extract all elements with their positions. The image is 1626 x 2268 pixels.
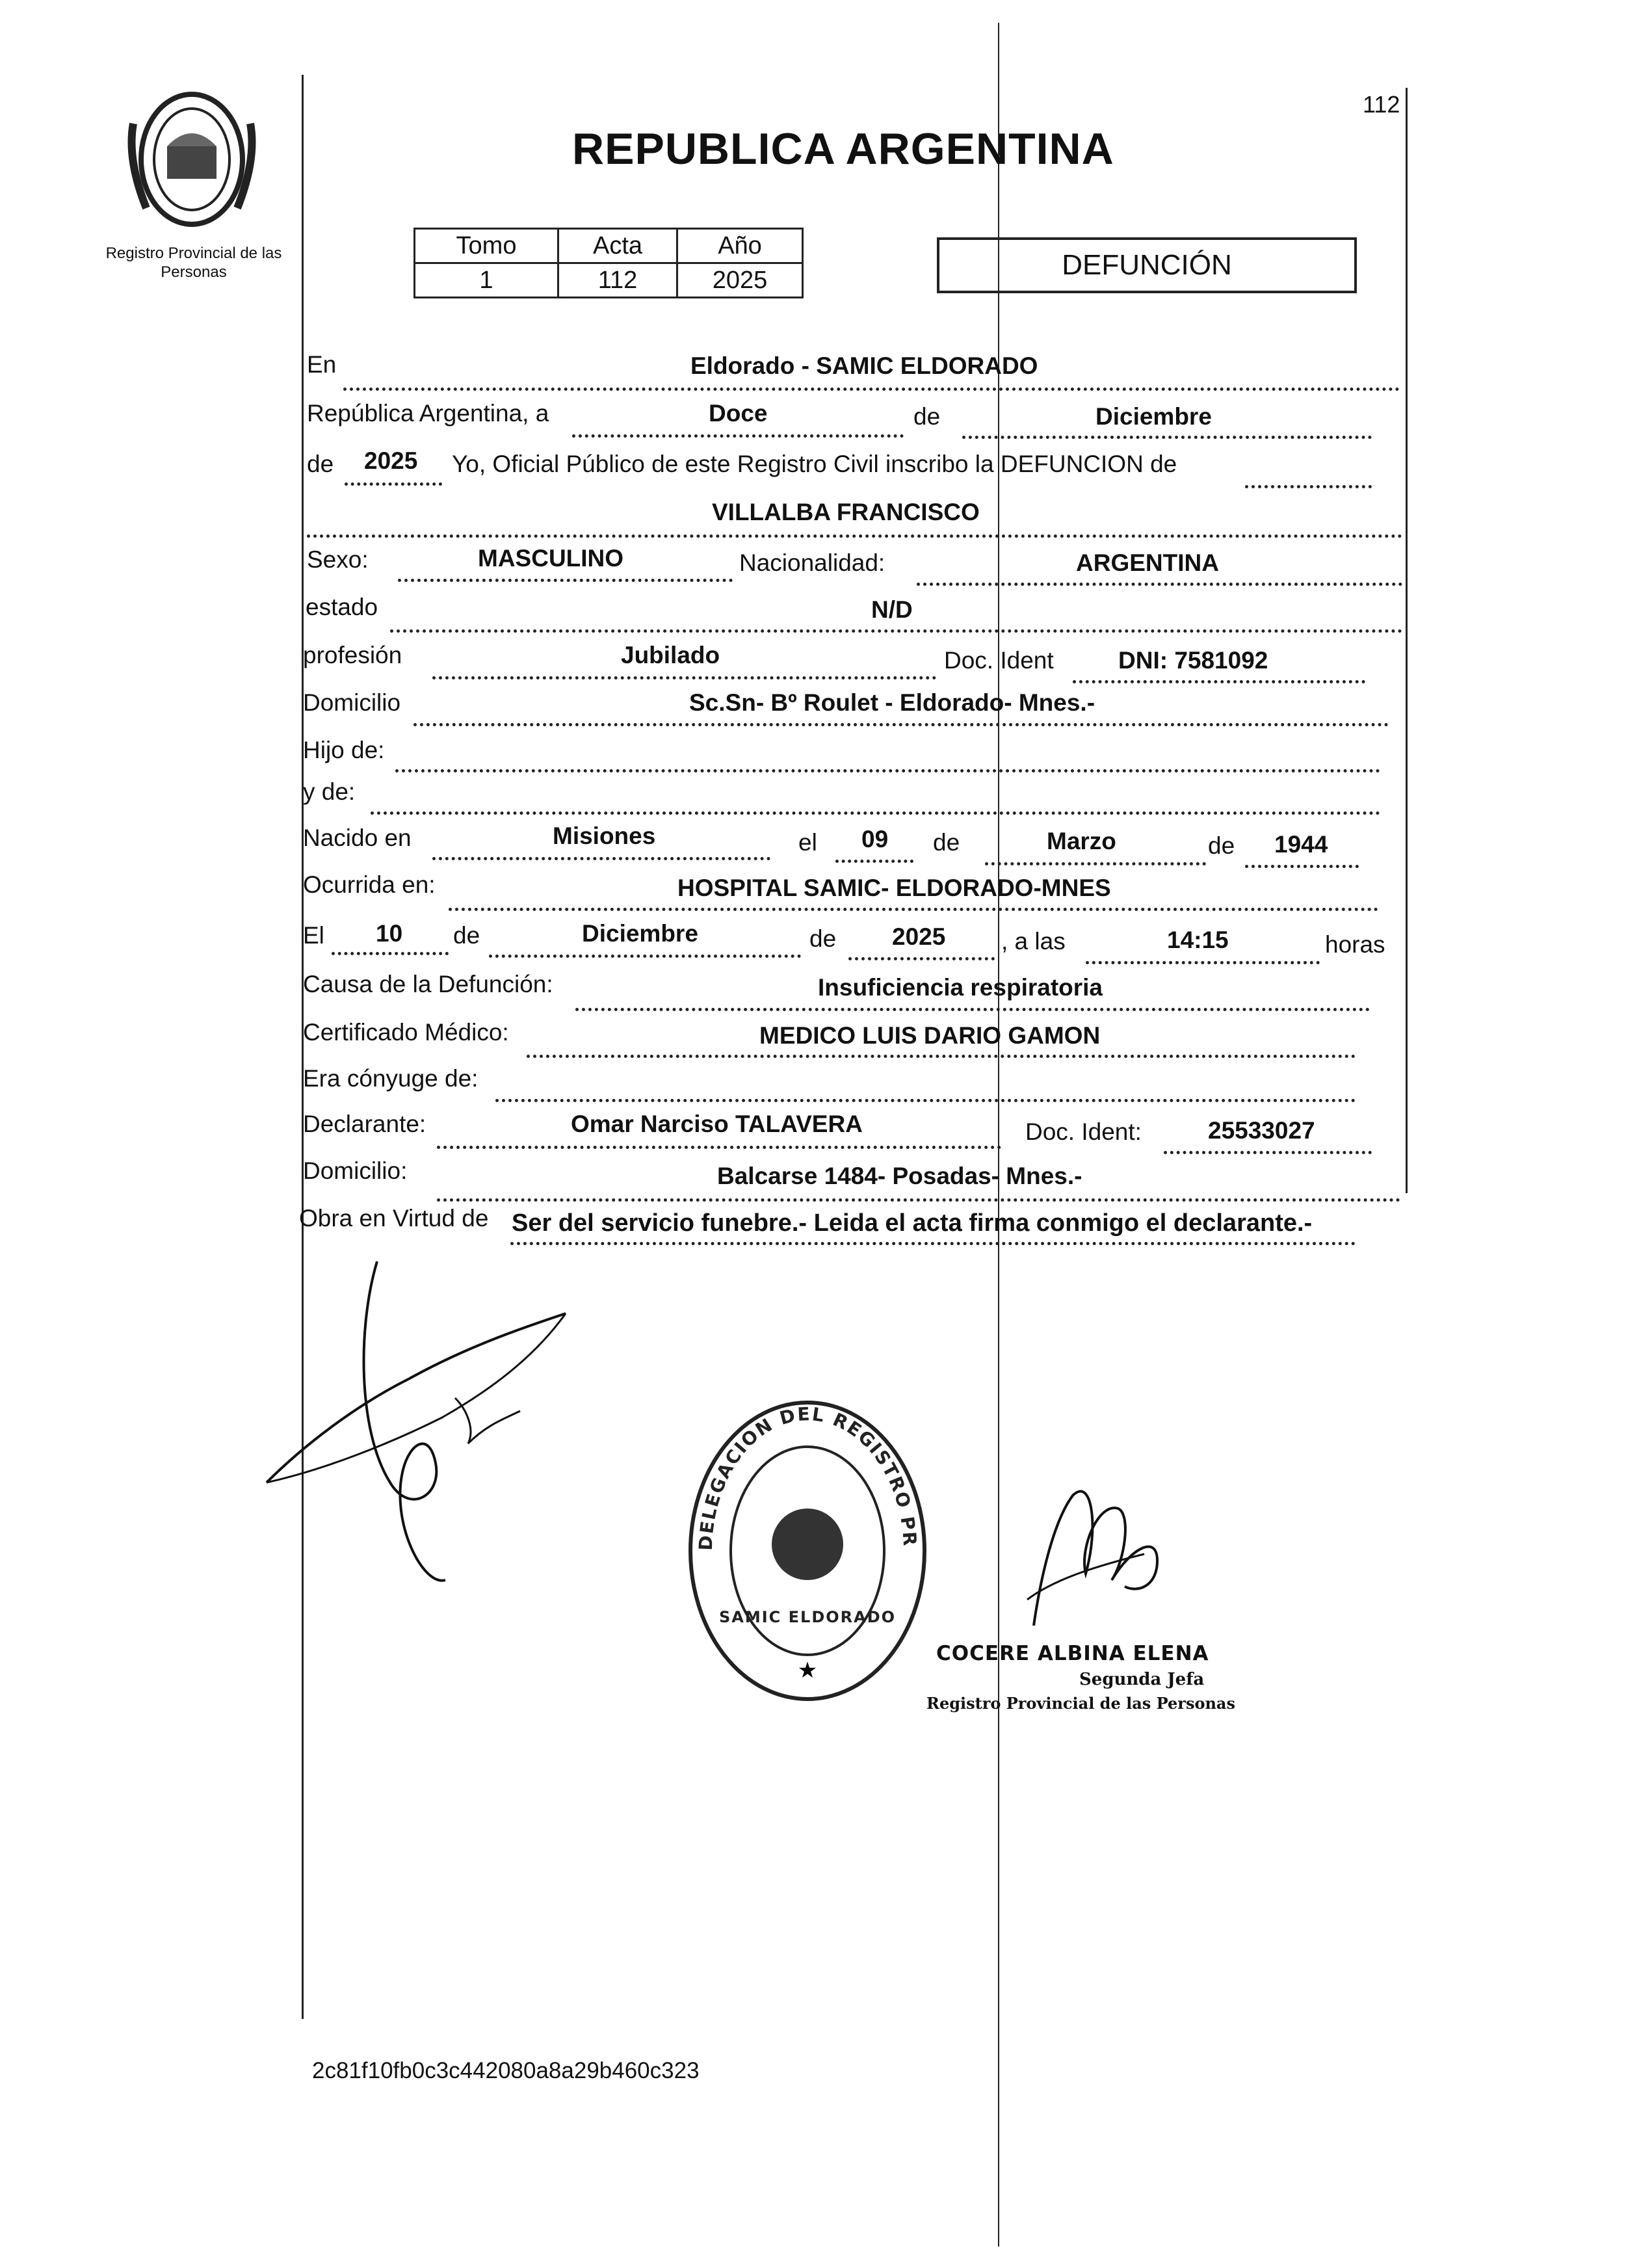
seal-outer-text: DELEGACION DEL REGISTRO PR [694, 1403, 921, 1551]
label-nacido: Nacido en [303, 824, 412, 851]
oficial-text: Yo, Oficial Público de este Registro Civil inscribo la DEFUNCION de [452, 451, 1177, 477]
record-type-box: DEFUNCIÓN [937, 237, 1357, 293]
page-title: REPUBLICA ARGENTINA [572, 124, 1114, 174]
dotted-line [527, 1055, 1356, 1058]
dotted-line [572, 434, 904, 438]
value-doc-ident: DNI: 7581092 [1118, 647, 1268, 674]
ref-header-tomo: Tomo [415, 229, 558, 263]
value-dia: Doce [709, 400, 768, 427]
label-el: El [303, 922, 324, 949]
value-lugar: Eldorado - SAMIC ELDORADO [690, 352, 1038, 379]
official-signature-icon [1014, 1470, 1170, 1632]
label-y-de: y de: [303, 778, 356, 805]
registry-name: Registro Provincial de las Personas [105, 244, 282, 281]
dotted-line [848, 957, 995, 960]
dotted-line [398, 579, 733, 582]
label-nacionalidad: Nacionalidad: [739, 549, 885, 576]
official-name: COCERE ALBINA ELENA [936, 1642, 1209, 1665]
official-office: Registro Provincial de las Personas [926, 1694, 1235, 1713]
dotted-line [437, 1198, 1400, 1202]
value-nac-anio: 1944 [1274, 831, 1328, 858]
value-def-anio: 2025 [892, 923, 946, 950]
label-en: En [307, 351, 337, 378]
value-nac-mes: Marzo [1047, 828, 1116, 854]
dotted-line [962, 436, 1372, 439]
label-decl-doc: Doc. Ident: [1025, 1118, 1142, 1145]
document-hash: 2c81f10fb0c3c442080a8a29b460c323 [312, 2058, 700, 2083]
value-def-hora: 14:15 [1167, 927, 1229, 953]
ref-header-acta: Acta [558, 229, 677, 263]
dotted-line [390, 629, 1402, 633]
dotted-line [1164, 1151, 1372, 1154]
label-ocurrida: Ocurrida en: [303, 871, 436, 898]
value-profesion: Jubilado [621, 642, 720, 668]
value-domicilio-declarante: Balcarse 1484- Posadas- Mnes.- [717, 1163, 1082, 1189]
label-sexo: Sexo: [307, 546, 369, 573]
dotted-line [332, 952, 449, 955]
province-emblem-icon [127, 85, 257, 234]
value-nac-dia: 09 [861, 826, 889, 852]
dotted-line [835, 860, 913, 863]
dotted-line [1245, 865, 1359, 868]
value-obra: Ser del servicio funebre.- Leida el acta firma conmigo el declarante.- [512, 1209, 1313, 1237]
label-de: de [809, 925, 837, 952]
label-domicilio: Domicilio [303, 689, 401, 716]
value-decl-doc: 25533027 [1208, 1117, 1315, 1144]
label-horas: horas [1325, 931, 1385, 958]
dotted-line [395, 769, 1380, 772]
value-nacionalidad: ARGENTINA [1076, 549, 1219, 576]
dotted-line [371, 811, 1380, 815]
ref-value-anio: 2025 [677, 263, 803, 298]
page-number: 112 [1363, 91, 1400, 118]
dotted-line [307, 534, 1402, 538]
ref-header-anio: Año [677, 229, 803, 263]
value-def-dia: 10 [376, 920, 403, 947]
dotted-line [437, 1146, 1001, 1149]
ref-value-tomo: 1 [415, 263, 558, 298]
dotted-line [489, 955, 801, 958]
dotted-line [917, 583, 1402, 586]
value-ocurrida: HOSPITAL SAMIC- ELDORADO-MNES [677, 875, 1111, 901]
dotted-line [510, 1242, 1356, 1245]
reference-table [413, 228, 804, 298]
label-causa: Causa de la Defunción: [303, 971, 553, 997]
label-conyuge: Era cónyuge de: [303, 1065, 479, 1092]
label-doc-ident: Doc. Ident [944, 647, 1054, 674]
value-mes: Diciembre [1095, 403, 1212, 430]
dotted-line [432, 676, 936, 679]
dotted-line [495, 1099, 1356, 1102]
label-de: de [913, 403, 941, 430]
dotted-line [985, 862, 1206, 865]
dotted-line [449, 908, 1378, 911]
value-declarante: Omar Narciso TALAVERA [571, 1111, 863, 1137]
svg-text:★: ★ [797, 1658, 818, 1683]
value-estado: N/D [871, 596, 913, 623]
dotted-line [413, 723, 1389, 726]
label-a-las: , a las [1001, 928, 1066, 955]
label-obra: Obra en Virtud de [299, 1205, 489, 1232]
value-def-mes: Diciembre [582, 920, 698, 947]
right-margin-line [1406, 88, 1408, 1193]
declarant-signature-icon [260, 1248, 585, 1593]
dotted-line [1073, 680, 1365, 683]
value-nombre: VILLALBA FRANCISCO [712, 499, 980, 525]
dotted-line [432, 857, 770, 860]
official-title: Segunda Jefa [1079, 1670, 1205, 1689]
dotted-line [575, 1008, 1370, 1011]
label-republica: República Argentina, a [307, 400, 549, 427]
official-seal-icon [686, 1398, 930, 1704]
ref-value-acta: 112 [558, 263, 677, 298]
label-estado: estado [306, 594, 378, 620]
dotted-line [345, 482, 442, 486]
label-de-anio: de [307, 451, 334, 477]
dotted-line [1086, 961, 1320, 964]
value-domicilio: Sc.Sn- Bº Roulet - Eldorado- Mnes.- [689, 689, 1095, 716]
dotted-line [343, 388, 1400, 391]
left-margin-line [302, 75, 304, 2019]
value-nacido: Misiones [553, 823, 656, 849]
value-anio: 2025 [364, 447, 418, 474]
value-causa: Insuficiencia respiratoria [818, 974, 1103, 1001]
value-certificado: MEDICO LUIS DARIO GAMON [759, 1022, 1101, 1049]
label-profesion: profesión [303, 642, 402, 668]
label-de: de [933, 829, 960, 856]
seal-inner-text: SAMIC ELDORADO [718, 1608, 897, 1626]
dotted-line [1245, 485, 1372, 488]
label-el: el [798, 829, 817, 856]
label-de: de [453, 922, 480, 949]
label-hijo: Hijo de: [303, 737, 385, 763]
label-domicilio-declarante: Domicilio: [303, 1157, 408, 1184]
label-declarante: Declarante: [303, 1111, 426, 1137]
label-certificado: Certificado Médico: [303, 1019, 509, 1046]
value-sexo: MASCULINO [478, 545, 624, 572]
label-de: de [1208, 832, 1235, 859]
